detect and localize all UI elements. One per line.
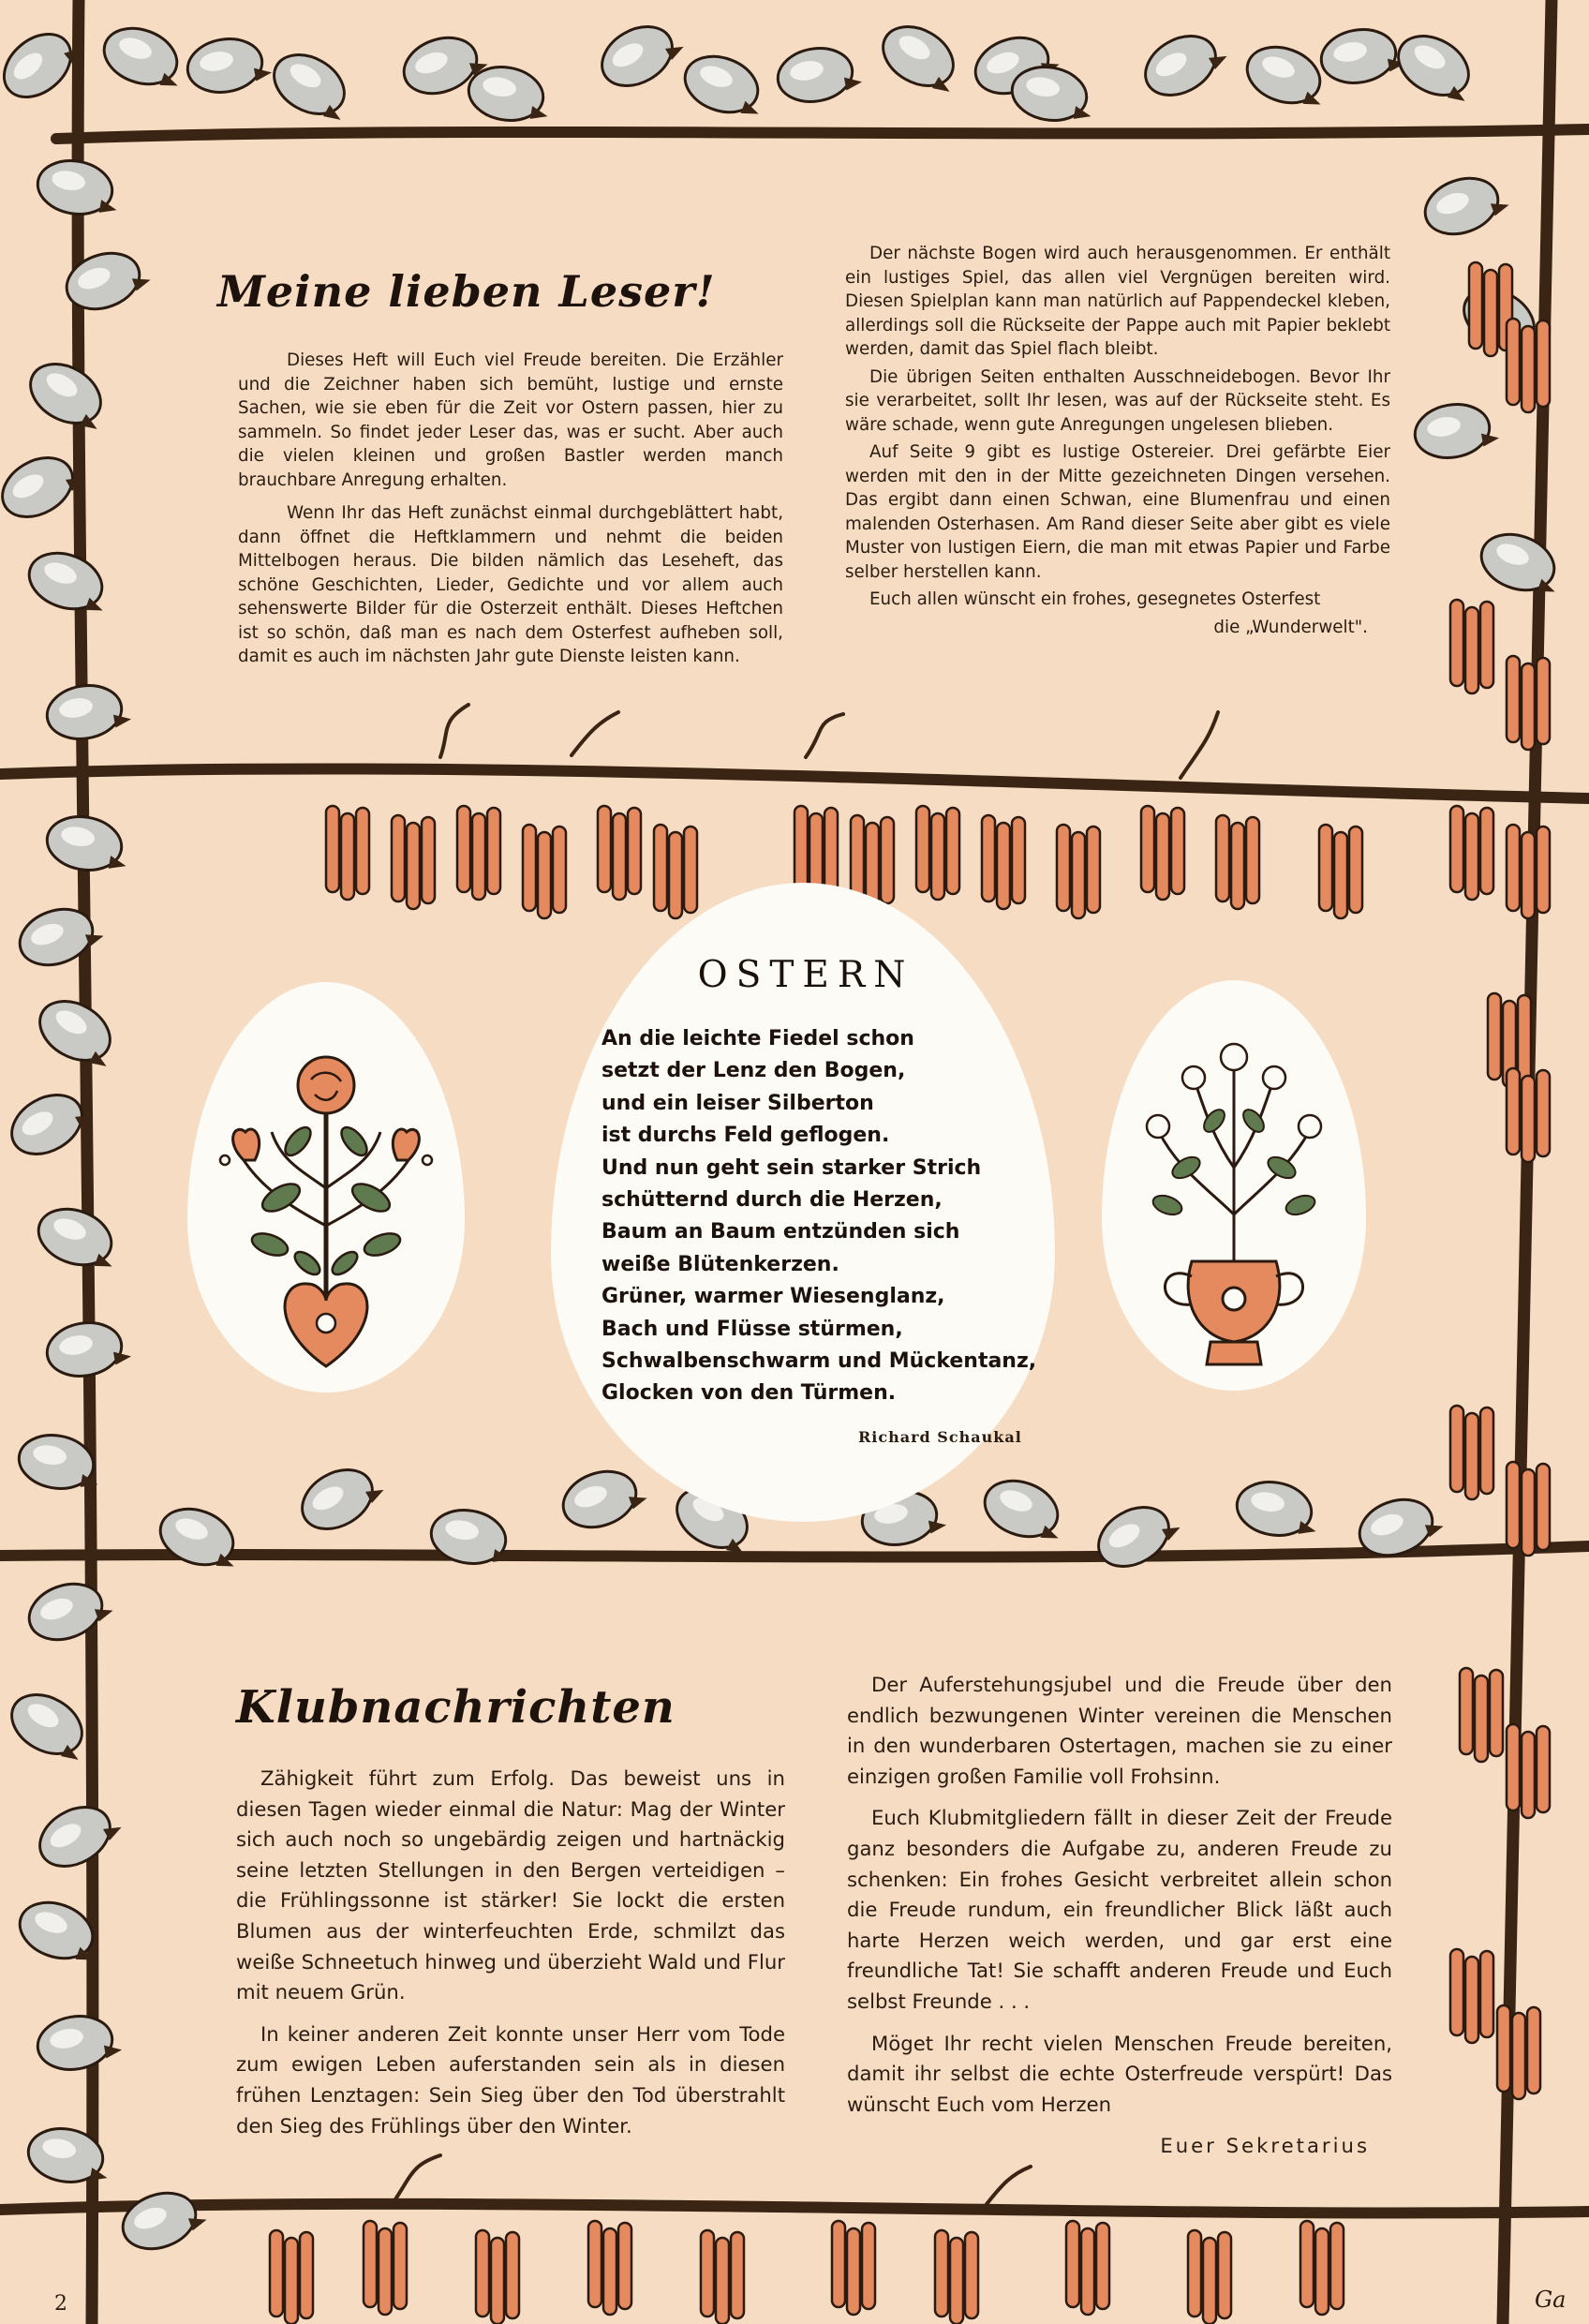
catkin — [916, 806, 959, 900]
pussy-willow-bud — [12, 897, 108, 975]
poem-line: Glocken von den Türmen. — [601, 1381, 897, 1406]
catkin — [1460, 1668, 1503, 1762]
leser-signature: die „Wunderwelt". — [1213, 617, 1368, 637]
branch-mid-lower — [0, 1546, 1589, 1557]
catkin — [1450, 1949, 1493, 2043]
page-number: 2 — [54, 2292, 67, 2316]
catkin — [1507, 319, 1550, 412]
klub-paragraph: Zähigkeit führt zum Erfolg. Das beweist uns in diesen Tagen wieder einmal die Natur: Mag der Winter sich auch noch so ungebärdig zeigen und hartnäckig seine letzten Stellungen in den Bergen verteidigen – die Frühlingssonne ist stärker! Sie lockt die ersten Blumen aus der winterfeuchten Erde, schmilzt das weiße Schneetuch hinweg und überzieht Wald und Flur mit neuem Grün. — [236, 1766, 785, 2004]
klub-paragraph: Möget Ihr recht vielen Menschen Freude bereiten, damit ihr selbst die echte Osterfreude verspürt! Das wünscht Euch vom Herzen — [847, 2031, 1392, 2116]
pussy-willow-bud — [1411, 397, 1501, 463]
pussy-willow-bud — [872, 15, 970, 101]
pussy-willow-bud — [43, 678, 133, 744]
catkin — [364, 2221, 407, 2315]
pussy-willow-bud — [1474, 525, 1569, 603]
pussy-willow-bud — [43, 811, 133, 876]
branch-top — [56, 129, 1589, 139]
catkin — [1450, 1406, 1493, 1499]
catkin — [457, 806, 500, 900]
catkin — [982, 815, 1025, 909]
branch-mid-upper — [0, 768, 1589, 798]
heart-flower-ornament-icon — [187, 982, 465, 1393]
pussy-willow-bud — [184, 32, 274, 97]
klub-paragraph: In keiner anderen Zeit konnte unser Herr vom Tode zum ewigen Leben auferstanden sein als in diesen frühen Lenztagen: Sein Sieg über den Tod überstrahlt den Sieg des Frühlings über den Winter. — [236, 2021, 785, 2138]
leser-column-left — [238, 349, 783, 678]
leser-paragraph: Der nächste Bogen wird auch herausgenommen. Er enthält ein lustiges Spiel, das allen viel Vergnügen bereiten wird. Diesen Spielplan kann man natürlich auf Pappendeckel kleben, allerdings soll die Rückseite der Pappe auch mit Papier beklebt werden, damit das Spiel flach bleibt. — [845, 244, 1390, 359]
catkin — [1507, 825, 1550, 918]
pussy-willow-bud — [31, 1199, 126, 1277]
branch-bottom — [0, 2204, 1589, 2213]
pussy-willow-bud — [34, 155, 124, 220]
leser-paragraph: Dieses Heft will Euch viel Freude bereiten. Die Erzähler und die Zeichner haben sich bemüht, lustige und ernste Sachen, wie sie eben für die Zeit vor Ostern passen, hier zu sammeln. So findet jeder Leser das, was er sucht. Aber auch die vielen kleinen und großen Bastler werden manch brauchbare Anregung erhalten. — [238, 350, 783, 490]
klub-signature: Euer Sekretarius — [1160, 2134, 1370, 2158]
flower-vase-ornament-icon — [1102, 980, 1366, 1391]
catkin — [598, 806, 641, 900]
right-decorated-egg — [1102, 980, 1366, 1391]
pussy-willow-bud — [977, 1471, 1073, 1549]
catkin — [832, 2221, 875, 2315]
poem-line: und ein leiser Silberton — [601, 1091, 874, 1115]
pussy-willow-bud — [1388, 24, 1485, 111]
leser-column-right — [845, 242, 1390, 643]
leser-paragraph: Wenn Ihr das Heft zunächst einmal durchgeblättert habt, dann öffnet die Heftklammern und nehmt die beiden Mittelbogen heraus. Die bilden nämlich das Leseheft, das schöne Geschichten, Lieder, Gedichte und vor allem auch sehenswerte Bilder für die Osterzeit enthält. Dieses Heftchen ist so schön, daß man es nach dem Osterfest aufheben soll, damit es auch im nächsten Jahr gute Dienste leisten kann. — [238, 503, 783, 666]
catkin — [1497, 2005, 1540, 2099]
klub-heading: Klubnachrichten — [236, 1681, 676, 1734]
catkin — [1300, 2221, 1344, 2315]
catkin — [654, 825, 697, 918]
catkin — [1507, 1068, 1550, 1162]
leser-paragraph: Die übrigen Seiten enthalten Ausschneidebogen. Bevor Ihr sie verarbeitet, sollt Ihr lesen, was auf der Rückseite steht. Es wäre schade, wenn gute Anregungen ungelesen blieben. — [845, 366, 1390, 435]
pussy-willow-bud — [263, 43, 361, 129]
pussy-willow-bud — [556, 1459, 651, 1537]
pussy-willow-bud — [22, 544, 117, 621]
leser-paragraph: Euch allen wünscht ein frohes, gesegnetes Osterfest — [869, 589, 1321, 609]
catkin — [1057, 825, 1100, 918]
catkin — [270, 2230, 313, 2324]
pussy-willow-bud — [774, 41, 864, 107]
pussy-willow-bud — [1317, 22, 1407, 88]
poem-line: ist durchs Feld geflogen. — [601, 1124, 890, 1148]
klub-column-left — [236, 1764, 785, 2153]
twig-top-1 — [440, 705, 468, 757]
catkin — [1450, 806, 1493, 900]
leser-paragraph: Auf Seite 9 gibt es lustige Ostereier. Drei gefärbte Eier werden mit den in der Mitte gezeichneten Dingen versehen. Das ergibt dann einen Schwan, eine Blumenfrau und einen malenden Osterhasen. Am Rand dieser Seite aber gibt es viele Muster von lustigen Eiern, die man mit etwas Papier und Farbe selber herstellen kann. — [845, 442, 1390, 582]
poem-line: Und nun geht sein starker Strich — [601, 1155, 982, 1180]
pussy-willow-bud — [1418, 166, 1513, 244]
pussy-willow-bud — [677, 47, 773, 125]
pussy-willow-bud — [591, 11, 689, 97]
pussy-willow-bud — [291, 1454, 389, 1541]
branch-left — [78, 0, 93, 2324]
pussy-willow-bud — [24, 2123, 114, 2188]
pussy-willow-bud — [22, 1572, 117, 1649]
pussy-willow-bud — [1233, 1476, 1323, 1542]
catkin — [1450, 600, 1493, 693]
pussy-willow-bud — [43, 1316, 133, 1381]
poem-line: Schwalbenschwarm und Mückentanz, — [601, 1349, 1037, 1374]
twig-bottom-1 — [394, 2155, 440, 2202]
catkin — [392, 815, 435, 909]
poem-line: weiße Blütenkerzen. — [601, 1252, 839, 1276]
poem-author: Richard Schaukal — [858, 1428, 1022, 1446]
poem-line: Bach und Flüsse stürmen, — [601, 1317, 903, 1341]
pussy-willow-bud — [29, 1792, 126, 1878]
klub-paragraph: Der Auferstehungsjubel und die Freude über den endlich bezwungenen Winter vereinen die Menschen in den wunderbaren Ostertagen, machen sie zu einer einzigen großen Familie voll Frohsinn. — [847, 1673, 1392, 1788]
poem-line: Baum an Baum entzünden sich — [601, 1220, 960, 1244]
catkin — [1507, 656, 1550, 750]
pussy-willow-bud — [1, 1683, 98, 1769]
twig-top-4 — [1181, 712, 1218, 778]
pussy-willow-bud — [1135, 21, 1232, 107]
catkin — [326, 806, 369, 900]
twig-top-2 — [572, 712, 618, 755]
left-decorated-egg — [187, 982, 465, 1393]
catkin — [1141, 806, 1184, 900]
pussy-willow-bud — [20, 352, 117, 439]
catkin — [476, 2230, 519, 2324]
catkin — [1507, 1724, 1550, 1818]
pussy-willow-bud — [34, 2009, 124, 2075]
poem-line: setzt der Lenz den Bogen, — [601, 1059, 906, 1083]
poem-title: OSTERN — [697, 954, 914, 996]
pussy-willow-bud — [153, 1499, 248, 1577]
pussy-willow-bud — [97, 19, 192, 97]
catkin — [1216, 815, 1259, 909]
catkin — [701, 2230, 744, 2324]
klub-column-right — [847, 1670, 1392, 2173]
poem-line: schütternd durch die Herzen, — [601, 1188, 943, 1213]
catkin — [935, 2230, 978, 2324]
poem-line: Grüner, warmer Wiesenglanz, — [601, 1285, 945, 1309]
pussy-willow-bud — [115, 2181, 211, 2258]
poem-body — [601, 1023, 1042, 1410]
catkin — [588, 2221, 631, 2315]
pussy-willow-bud — [29, 990, 126, 1076]
catkin — [1319, 825, 1362, 918]
catkin — [1188, 2230, 1231, 2324]
catkin — [1066, 2221, 1109, 2315]
pussy-willow-bud — [1240, 37, 1335, 115]
leser-heading: Meine lieben Leser! — [217, 266, 716, 317]
twig-top-3 — [806, 714, 843, 757]
klub-paragraph: Euch Klubmitgliedern fällt in dieser Zeit der Freude ganz besonders die Aufgabe zu, anderen Freude zu schenken: Ein frohes Gesicht verbreitet allein schon die Freude rundum, ein freundlicher Blick läßt auch harte Herzen weich werden, und gar erst eine freundliche Tat! Sie schafft anderen Freude und Euch selbst Freunde . . . — [847, 1806, 1392, 2013]
artist-signature: Ga — [1535, 2287, 1567, 2313]
poem-line: An die leichte Fiedel schon — [601, 1027, 914, 1050]
pussy-willow-bud — [1088, 1492, 1185, 1578]
catkin — [1507, 1462, 1550, 1556]
catkin — [523, 825, 566, 918]
